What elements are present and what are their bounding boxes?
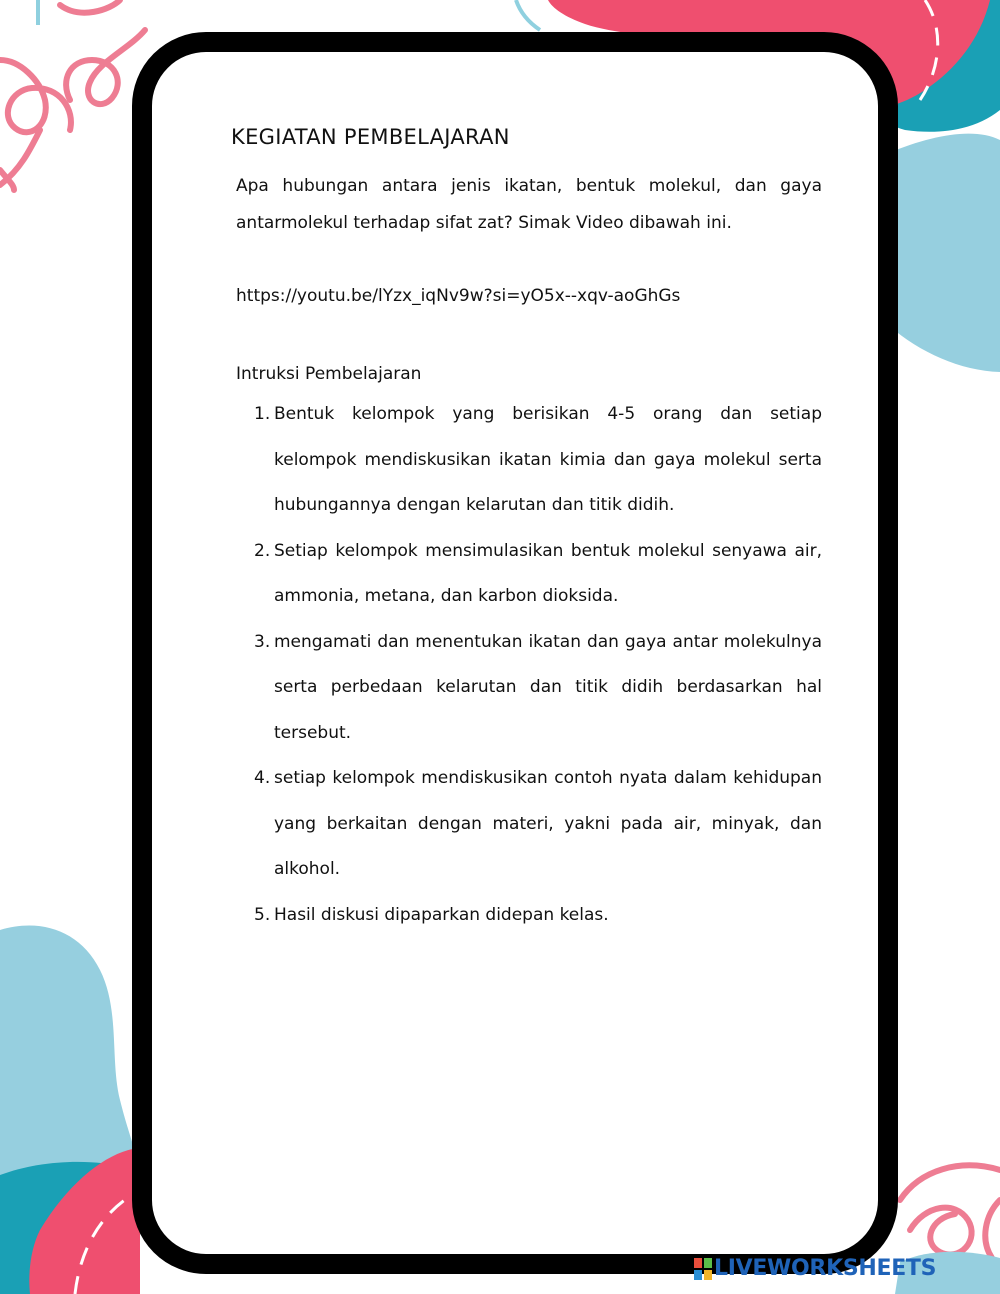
intro-question: Apa hubungan antara jenis ikatan, bentuk molekul, dan gaya antarmolekul terhadap sifat zat? Simak Video dibawah ini.: [236, 176, 822, 233]
list-item: [254, 392, 822, 529]
step-number: 5.: [254, 904, 271, 925]
list-item: [254, 893, 822, 939]
teal-arc-top: [516, 0, 540, 30]
step-text: Setiap kelompok mensimulasikan bentuk molekul senyawa air, ammonia, metana, dan karbon dioksida.: [274, 540, 822, 606]
step-number: 1.: [254, 404, 271, 424]
step-text: setiap kelompok mendiskusikan contoh nyata dalam kehidupan yang berkaitan dengan materi, yakni pada air, minyak, dan alkohol.: [274, 768, 822, 879]
step-text: Hasil diskusi dipaparkan didepan kelas.: [274, 904, 609, 925]
list-item: [254, 529, 822, 620]
liveworksheets-branding[interactable]: [694, 1256, 936, 1282]
step-number: 2.: [254, 540, 271, 561]
brand-name: LIVEWORKSHEETS: [714, 1256, 937, 1281]
liveworksheets-logo-icon: [694, 1258, 712, 1280]
squiggle-top-left: [0, 0, 145, 190]
instructions-heading: Intruksi Pembelajaran: [236, 364, 422, 384]
step-number: 3.: [254, 631, 271, 652]
step-number: 4.: [254, 768, 271, 788]
list-item: [254, 756, 822, 893]
step-text: Bentuk kelompok yang berisikan 4-5 orang dan setiap kelompok mendiskusikan ikatan kimia dan gaya molekul serta hubungannya dengan kelarutan dan titik didih.: [274, 404, 822, 515]
instructions-list: [254, 392, 822, 938]
step-text: mengamati dan menentukan ikatan dan gaya antar molekulnya serta perbedaan kelarutan dan titik didih berdasarkan hal tersebut.: [274, 631, 822, 743]
page-title: KEGIATAN PEMBELAJARAN: [231, 125, 510, 149]
squiggle-bottom-right: [900, 1165, 1000, 1258]
video-link[interactable]: https://youtu.be/lYzx_iqNv9w?si=yO5x--xqv-aoGhGs: [236, 286, 681, 306]
list-item: [254, 620, 822, 757]
